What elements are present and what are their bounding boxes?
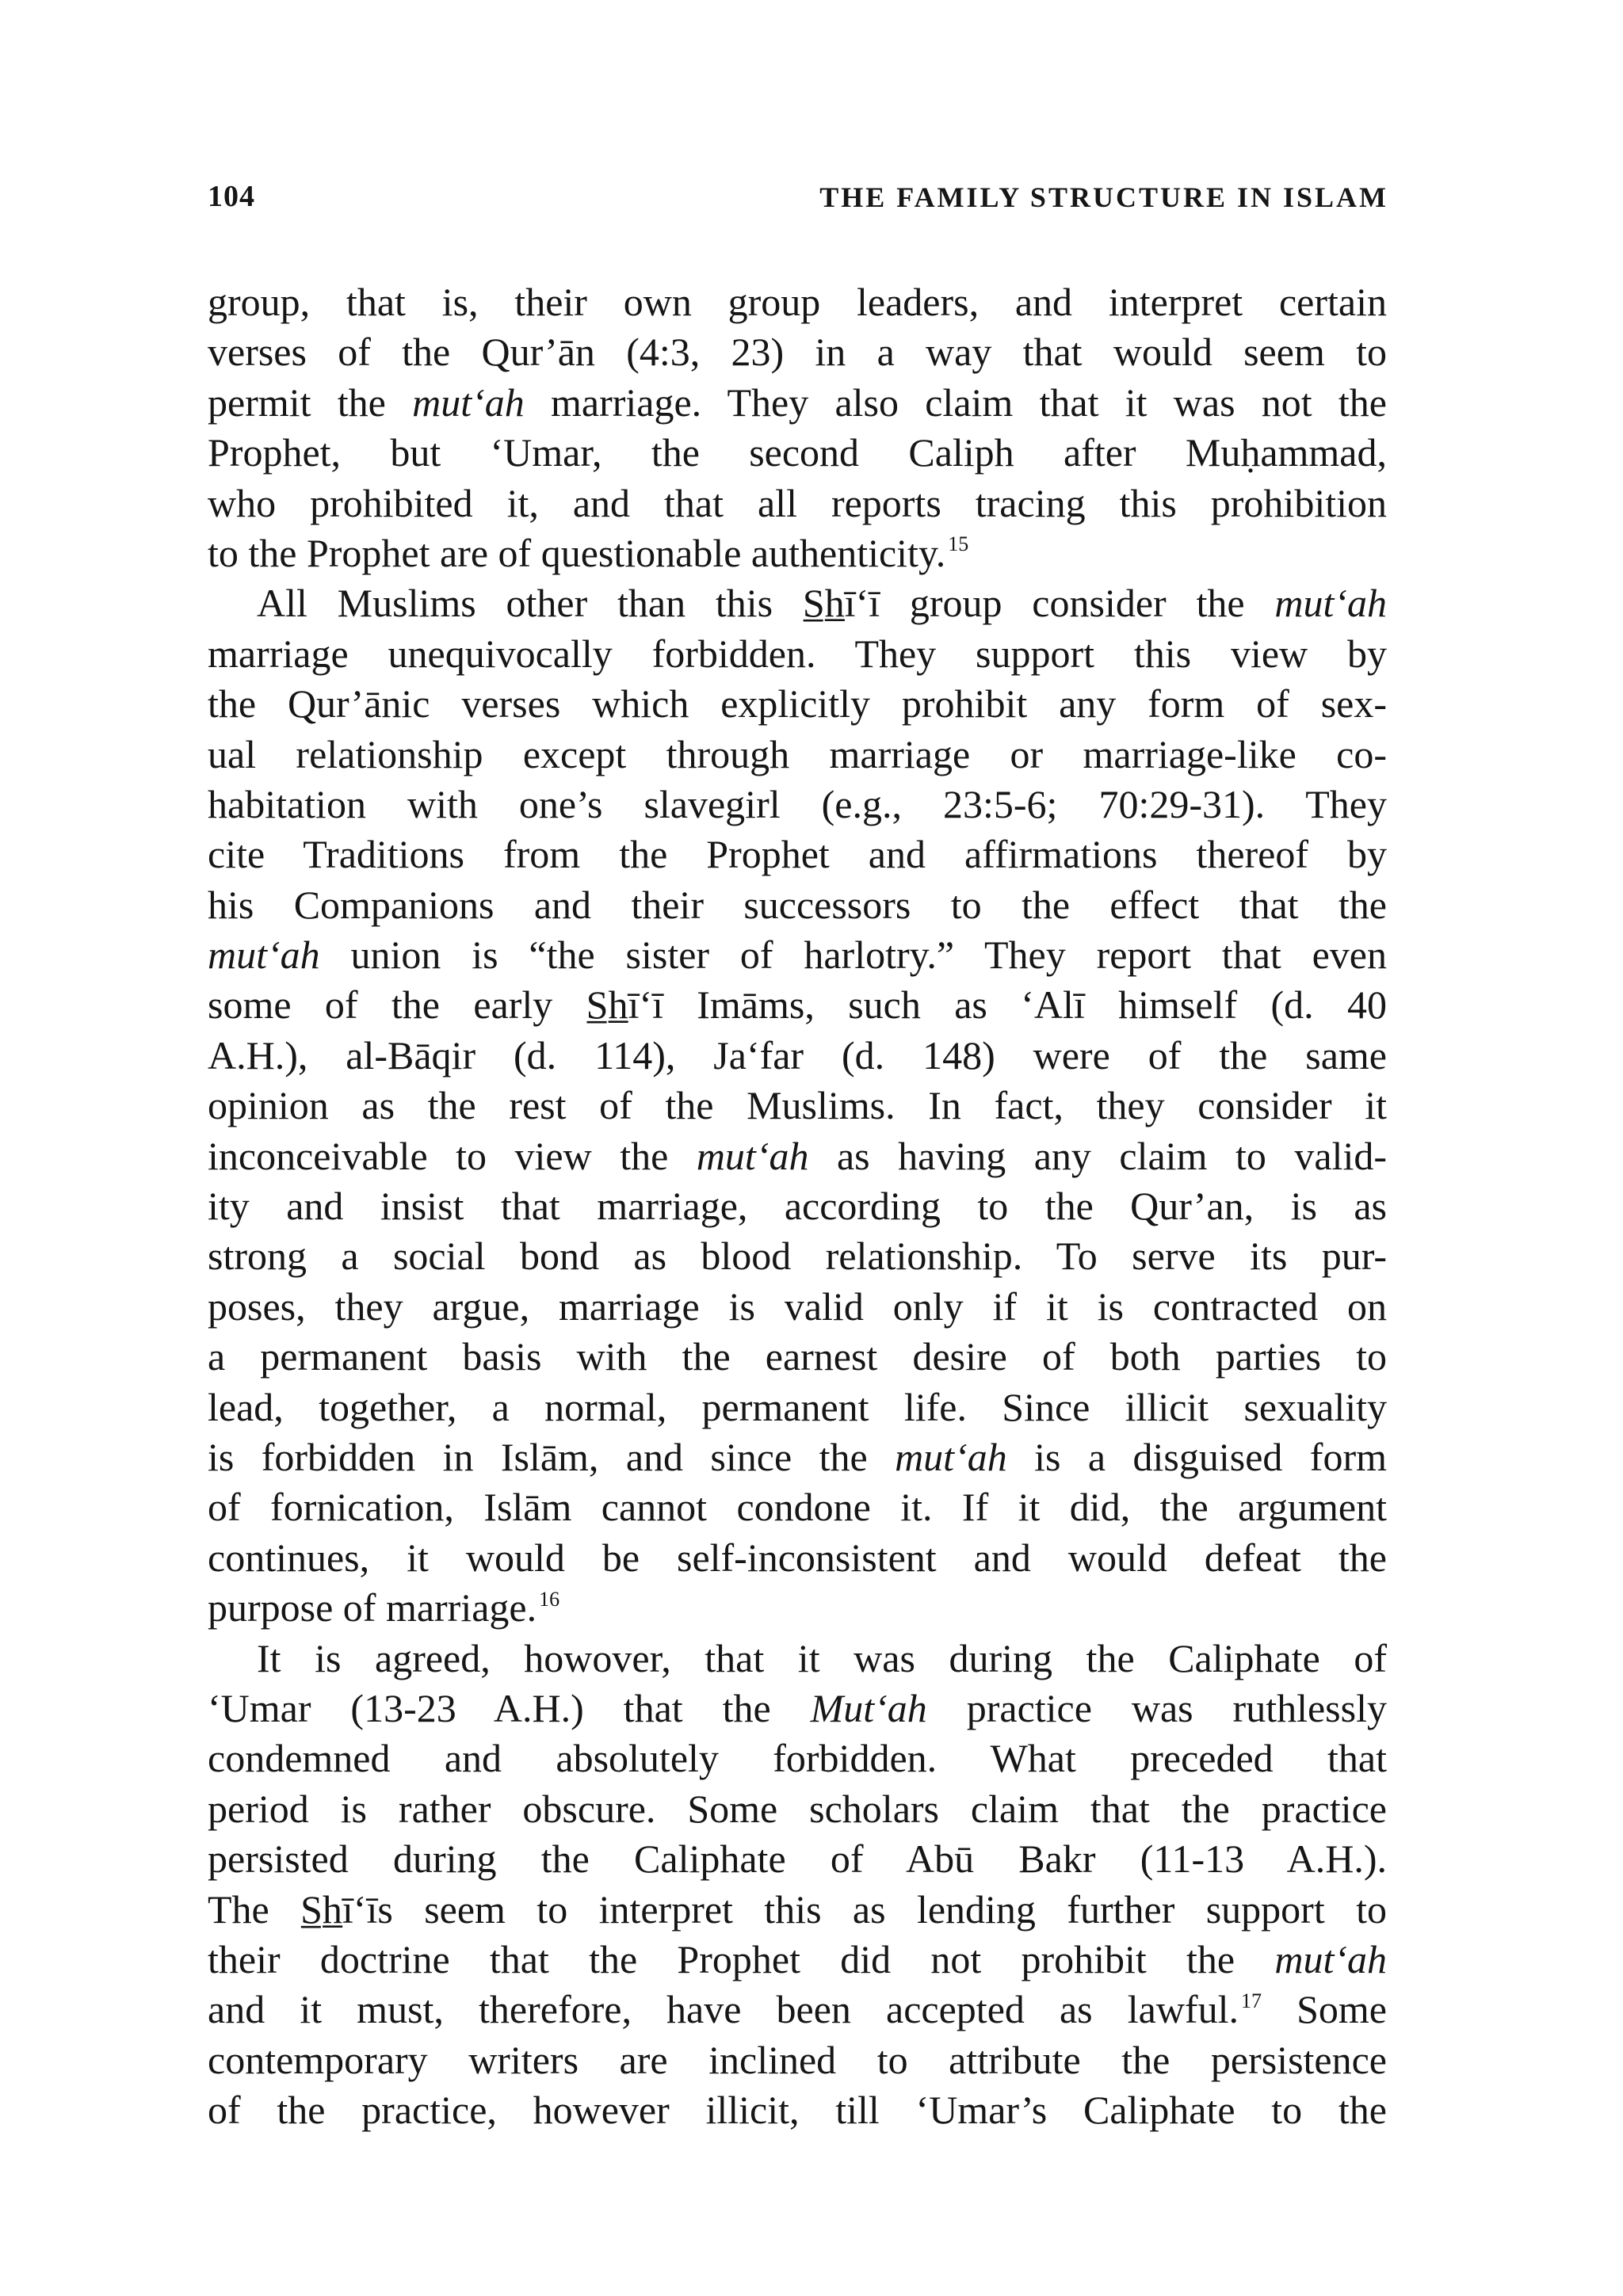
text-line: permit the mut‘ah marriage. They also claim that it was not the	[208, 379, 1387, 425]
text-line: continues, it would be self-inconsistent and would defeat the	[208, 1535, 1387, 1580]
text-line: It is agreed, howover, that it was during the Caliphate of	[257, 1635, 1387, 1680]
text-line: cite Traditions from the Prophet and affirmations thereof by	[208, 832, 1387, 877]
text-line: lead, together, a normal, permanent life. Since illicit sexuality	[208, 1384, 1387, 1429]
text-line: of fornication, Islām cannot condone it. If it did, the argument	[208, 1485, 1387, 1530]
page-number: 104	[208, 180, 255, 213]
footnote-marker: 16	[539, 1587, 560, 1611]
text-line: A.H.), al-Bāqir (d. 114), Ja‘far (d. 148) were of the same	[208, 1032, 1387, 1077]
text-line: strong a social bond as blood relationship. To serve its pur-	[208, 1234, 1387, 1279]
text-line: who prohibited it, and that all reports tracing this prohibition	[208, 480, 1387, 525]
text-line: marriage unequivocally forbidden. They support this view by	[208, 631, 1387, 676]
italic-term: mut‘ah	[895, 1434, 1007, 1479]
text-line: the Qur’ānic verses which explicitly prohibit any form of sex-	[208, 681, 1387, 727]
text-line: of the practice, however illicit, till ‘Umar’s Caliphate to the	[208, 2088, 1387, 2133]
text-line: poses, they argue, marriage is valid only if it is contracted on	[208, 1283, 1387, 1329]
italic-term: mut‘ah	[1274, 1936, 1387, 1981]
text-line: group, that is, their own group leaders, and interpret certain	[208, 280, 1387, 324]
text-line: All Muslims other than this S̲h̲ī‘ī group consider the mut‘ah	[257, 581, 1387, 626]
text-line: habitation with one’s slavegirl (e.g., 23:5-6; 70:29-31). They	[208, 781, 1387, 826]
italic-term: Mut‘ah	[810, 1685, 927, 1730]
text-line: verses of the Qur’ān (4:3, 23) in a way that would seem to	[208, 330, 1387, 375]
text-line: contemporary writers are inclined to attribute the persistence	[208, 2037, 1387, 2082]
text-line: purpose of marriage. $^{16}$	[208, 1585, 560, 1630]
italic-term: mut‘ah	[696, 1133, 809, 1178]
text-line: opinion as the rest of the Muslims. In fact, they consider it	[208, 1083, 1387, 1128]
page-header	[208, 179, 1388, 227]
text-line: their doctrine that the Prophet did not prohibit the mut‘ah	[208, 1936, 1387, 1981]
footnote-marker: 17	[1240, 1989, 1262, 2012]
italic-term: mut‘ah	[208, 933, 320, 978]
footnote-marker: 15	[948, 532, 969, 556]
text-line: ual relationship except through marriage or marriage-like co-	[208, 731, 1387, 776]
text-line: Prophet, but ‘Umar, the second Caliph after Muḥammad,	[208, 430, 1387, 475]
running-head: THE FAMILY STRUCTURE IN ISLAM	[819, 181, 1388, 213]
italic-term: mut‘ah	[412, 379, 525, 425]
text-line: his Companions and their successors to the effect that the	[208, 882, 1387, 927]
text-line: ‘Umar (13-23 A.H.) that the Mut‘ah practice was ruthlessly	[208, 1685, 1387, 1730]
text-line: condemned and absolutely forbidden. What preceded that	[208, 1736, 1387, 1781]
italic-term: mut‘ah	[1274, 581, 1387, 626]
text-line: a permanent basis with the earnest desire of both parties to	[208, 1334, 1387, 1379]
text-line: inconceivable to view the mut‘ah as having any claim to valid-	[208, 1133, 1387, 1178]
text-line: ity and insist that marriage, according to the Qur’an, is as	[208, 1184, 1387, 1229]
text-line: persisted during the Caliphate of Abū Bakr (11-13 A.H.).	[208, 1836, 1387, 1882]
text-line: and it must, therefore, have been accepted as lawful. $^{17}$ Some	[208, 1987, 1387, 2032]
body-text	[208, 277, 1387, 2135]
text-line: period is rather obscure. Some scholars claim that the practice	[208, 1786, 1387, 1831]
text-line: some of the early S̲h̲ī‘ī Imāms, such as ‘Alī himself (d. 40	[208, 982, 1387, 1028]
text-line: mut‘ah union is “the sister of harlotry.” They report that even	[208, 933, 1387, 978]
text-line: The S̲h̲ī‘īs seem to interpret this as lending further support to	[208, 1886, 1387, 1932]
text-line: is forbidden in Islām, and since the mut‘ah is a disguised form	[208, 1434, 1387, 1479]
text-line: to the Prophet are of questionable authenticity. $^{15}$	[208, 530, 969, 575]
